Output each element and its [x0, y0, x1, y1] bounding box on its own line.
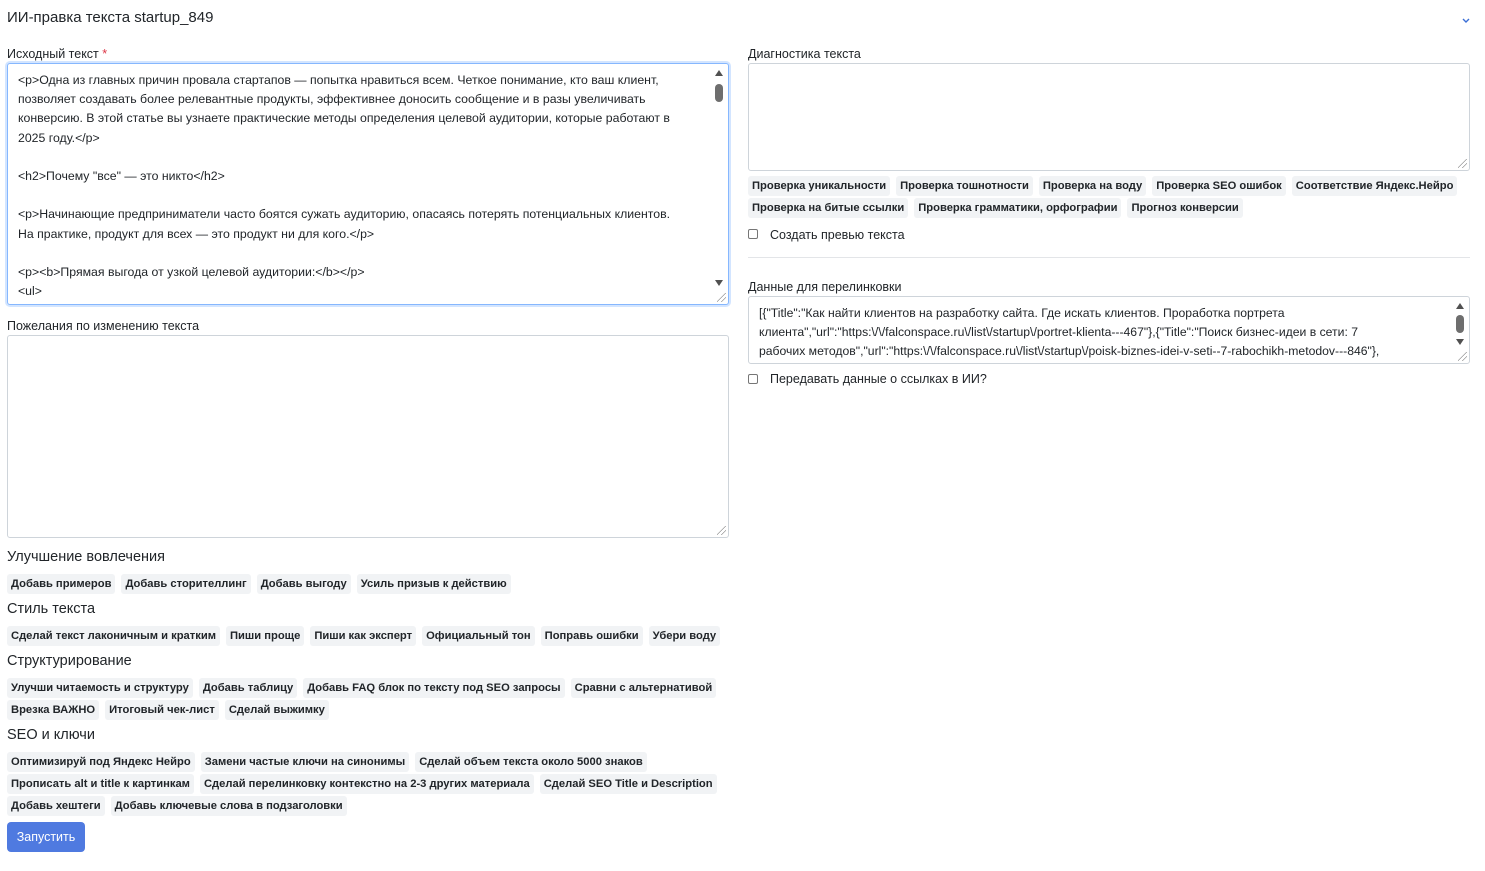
wishes-label: Пожелания по изменению текста [7, 319, 200, 333]
prompt-chip[interactable]: Официальный тон [422, 626, 535, 646]
links-text [759, 304, 1447, 362]
style-chips [7, 626, 729, 646]
diagnostics-textarea[interactable] [748, 63, 1470, 171]
prompt-chip[interactable]: Добавь таблицу [199, 678, 297, 698]
chevron-down-icon[interactable] [1462, 16, 1470, 24]
style-title: Стиль текста [7, 601, 96, 617]
prompt-chip[interactable]: Прописать alt и title к картинкам [7, 774, 194, 794]
resize-handle-icon[interactable] [1458, 159, 1467, 168]
text-line: <p>Одна из главных причин провала стартапов — попытка нравиться всем. Четкое понимание, кто ваш клиент, [18, 73, 659, 87]
diagnostics-label: Диагностика текста [748, 47, 861, 61]
engagement-chips [7, 574, 729, 594]
prompt-chip[interactable]: Сделай текст лаконичным и кратким [7, 626, 220, 646]
prompt-chip[interactable]: Добавь сторителлинг [121, 574, 250, 594]
resize-handle-icon[interactable] [1458, 352, 1467, 361]
prompt-chip[interactable]: Сравни с альтернативой [571, 678, 717, 698]
text-line: [{"Title":"Как найти клиентов на разработку сайта. Где искать клиентов. Проработка портрета [759, 306, 1285, 320]
source-label [7, 47, 107, 61]
prompt-chip[interactable]: Пиши проще [226, 626, 304, 646]
prompt-chip[interactable]: Сделай выжимку [225, 700, 329, 720]
preview-checkbox[interactable] [748, 229, 758, 239]
prompt-chip[interactable]: Поправь ошибки [541, 626, 643, 646]
pass-links-checkbox[interactable] [748, 374, 758, 384]
diagnostics-chips [748, 176, 1470, 218]
prompt-chip[interactable]: Врезка ВАЖНО [7, 700, 99, 720]
text-line: На практике, продукт для всех — это продукт ни для кого.</p> [18, 226, 375, 241]
prompt-chip[interactable]: Улучши читаемость и структуру [7, 678, 193, 698]
engagement-title: Улучшение вовлечения [7, 549, 165, 565]
text-line: <p>Начинающие предприниматели часто боятся сужать аудиторию, опасаясь потерять потенциальных клиентов. [18, 207, 671, 222]
prompt-chip[interactable]: Усиль призыв к действию [357, 574, 511, 594]
prompt-chip[interactable]: Добавь выгоду [257, 574, 351, 594]
scroll-thumb[interactable] [715, 84, 723, 102]
text-line: 2025 году.</p> [18, 130, 100, 145]
text-line: <h2>Почему "все" — это никто</h2> [18, 169, 225, 184]
prompt-chip[interactable]: Оптимизируй под Яндекс Нейро [7, 752, 195, 772]
prompt-chip[interactable]: Проверка тошнотности [896, 176, 1033, 196]
scroll-up-icon[interactable] [1456, 303, 1464, 309]
text-line [18, 244, 706, 263]
divider [748, 257, 1470, 258]
prompt-chip[interactable]: Убери воду [649, 626, 721, 646]
prompt-chip[interactable]: Проверка SEO ошибок [1152, 176, 1286, 196]
source-scrollbar[interactable] [712, 66, 726, 302]
page-title: ИИ-правка текста startup_849 [7, 9, 214, 26]
wishes-textarea[interactable] [7, 335, 729, 538]
prompt-chip[interactable]: Прогноз конверсии [1127, 198, 1242, 218]
scroll-down-icon[interactable] [1456, 339, 1464, 345]
scroll-thumb[interactable] [1456, 315, 1464, 333]
text-line [18, 148, 706, 167]
links-label: Данные для перелинковки [748, 280, 902, 294]
links-textarea[interactable] [748, 296, 1470, 364]
text-line: рабочих методов","url":"https:\/\/falconspace.ru\/list\/startup\/poisk-biznes-idei-v-seti--7-rabochikh-metodov---846"}, [759, 344, 1380, 359]
prompt-chip[interactable]: Сделай перелинковку контекстно на 2-3 других материала [200, 774, 534, 794]
resize-handle-icon[interactable] [717, 293, 726, 302]
structure-title: Структурирование [7, 653, 132, 669]
prompt-chip[interactable]: Соответствие Яндекс.Нейро [1292, 176, 1458, 196]
prompt-chip[interactable]: Проверка на битые ссылки [748, 198, 908, 218]
prompt-chip[interactable]: Добавь хештеги [7, 796, 105, 816]
text-line: клиента","url":"https:\/\/falconspace.ru\/list\/startup\/portret-klienta---467"},{"Title":"Поиск бизнес-идеи в сети: 7 [759, 325, 1358, 340]
text-line: конверсию. В этой статье вы узнаете практические методы определения целевой аудитории, которые работают в [18, 111, 670, 126]
text-line: <ul> [18, 284, 42, 299]
prompt-chip[interactable]: Замени частые ключи на синонимы [201, 752, 409, 772]
seo-title: SEO и ключи [7, 727, 95, 743]
seo-chips [7, 752, 729, 816]
text-line: позволяет создавать более релевантные продукты, эффективнее доносить сообщение и в разы увеличивать [18, 92, 646, 107]
prompt-chip[interactable]: Проверка грамматики, орфографии [914, 198, 1121, 218]
pass-links-checkbox-label[interactable]: Передавать данные о ссылках в ИИ? [770, 372, 987, 386]
source-textarea[interactable] [7, 63, 729, 305]
preview-checkbox-label[interactable]: Создать превью текста [770, 228, 905, 242]
prompt-chip[interactable]: Добавь FAQ блок по тексту под SEO запросы [303, 678, 564, 698]
prompt-chip[interactable]: Пиши как эксперт [310, 626, 416, 646]
text-line [18, 186, 706, 205]
required-mark: * [102, 47, 108, 61]
scroll-up-icon[interactable] [715, 70, 723, 76]
prompt-chip[interactable]: Проверка уникальности [748, 176, 890, 196]
text-line: <p><b>Прямая выгода от узкой целевой аудитории:</b></p> [18, 265, 365, 280]
prompt-chip[interactable]: Проверка на воду [1039, 176, 1146, 196]
prompt-chip[interactable]: Сделай SEO Title и Description [540, 774, 717, 794]
prompt-chip[interactable]: Итоговый чек-лист [105, 700, 219, 720]
source-text [18, 71, 706, 301]
prompt-chip[interactable]: Добавь ключевые слова в подзаголовки [111, 796, 347, 816]
source-label-text: Исходный текст [7, 47, 99, 61]
prompt-chip[interactable]: Добавь примеров [7, 574, 115, 594]
run-button[interactable]: Запустить [7, 822, 85, 852]
resize-handle-icon[interactable] [717, 526, 726, 535]
structure-chips [7, 678, 729, 720]
scroll-down-icon[interactable] [715, 280, 723, 286]
prompt-chip[interactable]: Сделай объем текста около 5000 знаков [415, 752, 647, 772]
